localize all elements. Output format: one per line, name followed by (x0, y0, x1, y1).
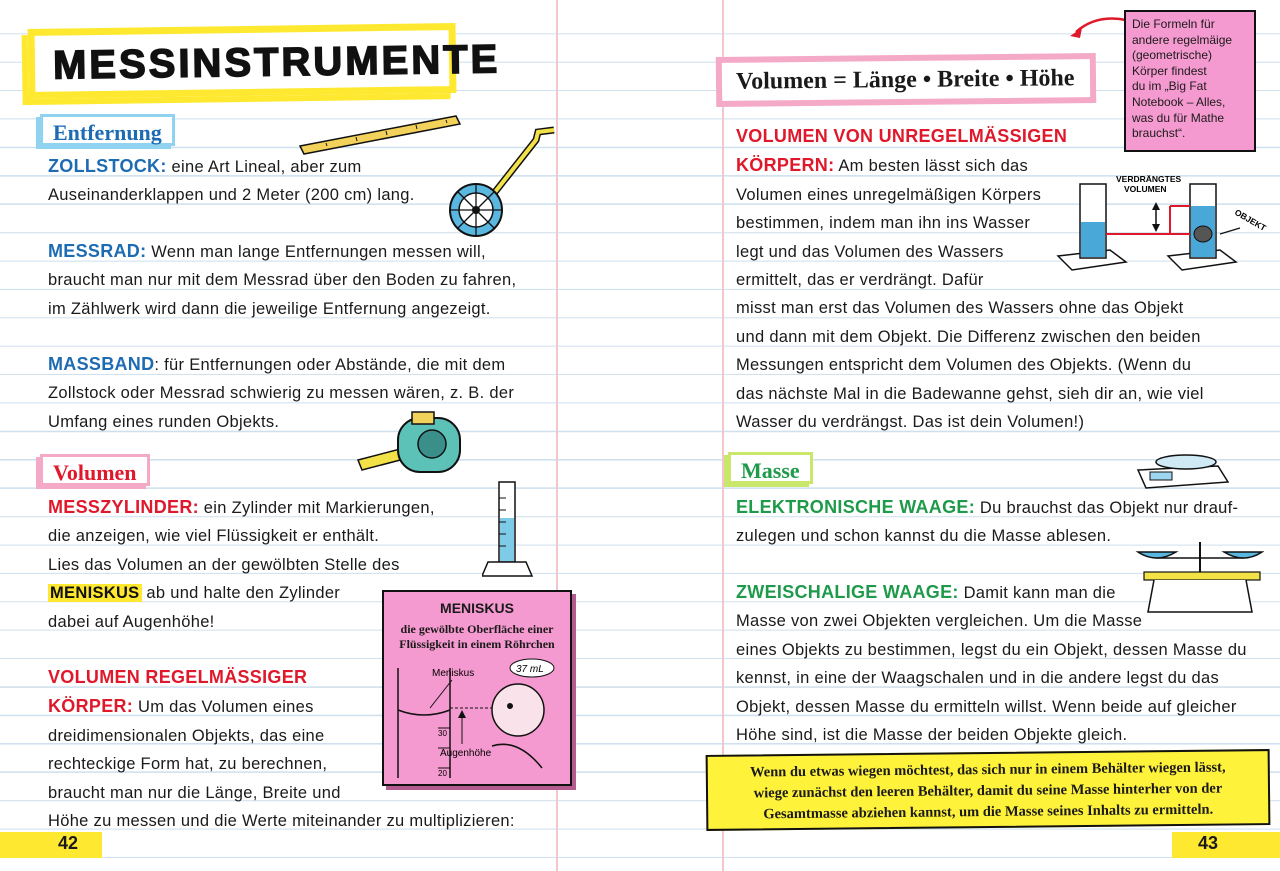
term-massband: MASSBAND (48, 354, 155, 374)
side-note-arrow (1066, 12, 1128, 42)
irregular-line-1: Am besten lässt sich das (834, 157, 1029, 176)
label-displaced-volume-2: VOLUMEN (1124, 184, 1167, 194)
section-label-mass: Masse (741, 458, 800, 483)
section-label-volume: Volumen (53, 460, 137, 485)
term-irregular-2: KÖRPERN: (736, 155, 835, 176)
two-pan-line-5: Objekt, dessen Masse du ermitteln willst. Wenn beide auf gleicher (736, 697, 1237, 716)
term-two-pan-scale: ZWEISCHALIGE WAAGE: (736, 582, 959, 602)
weighing-tip-line-1: Wenn du etwas wiegen möchtest, das sich nur in einem Behälter wiegen lässt, (749, 759, 1226, 781)
zollstock-line-2: Auseinanderklappen und 2 Meter (200 cm) lang. (48, 186, 415, 205)
term-electronic-scale: ELEKTRONISCHE WAAGE: (736, 497, 976, 517)
regular-volume-line-1: Um das Volumen eines (133, 698, 314, 717)
meniscus-tick-30: 30 (438, 729, 447, 738)
two-pan-line-3: eines Objekts zu bestimmen, legst du ein Objekt, dessen Masse du (736, 640, 1247, 659)
label-augenhoehe: Augenhöhe (440, 748, 492, 759)
messrad-paragraph (48, 237, 558, 323)
electronic-line-1: Du brauchst das Objekt nur drauf- (975, 499, 1239, 517)
two-pan-scale-paragraph (736, 578, 1256, 749)
tape-measure-illustration (356, 404, 468, 476)
side-note-line-3: (geometrische) (1132, 48, 1213, 63)
messzylinder-line-3: Lies das Volumen an der gewölbten Stelle des (48, 555, 400, 574)
right-page-edge (722, 0, 724, 871)
page-bar-left (0, 832, 102, 858)
section-tag-distance (40, 114, 175, 146)
page-title: MESSINSTRUMENTE (52, 37, 501, 88)
messzylinder-line-4: ab und halte den Zylinder (141, 584, 341, 603)
page-title-box (28, 23, 501, 99)
term-irregular-1: VOLUMEN VON UNREGELMÄSSIGEN (736, 126, 1068, 146)
messrad-line-3: im Zählwerk wird dann die jeweilige Entfernung angezeigt. (48, 299, 491, 318)
irregular-line-6: misst man erst das Volumen des Wassers ohne das Objekt (736, 299, 1184, 318)
side-note-line-8: brauchst“. (1132, 126, 1186, 141)
volume-formula: Volumen = Länge • Breite • Höhe (735, 65, 1075, 95)
meniskus-highlight: MENISKUS (50, 584, 140, 603)
two-pan-line-4: kennst, in eine der Waagschalen und in die andere legst du das (736, 669, 1220, 688)
two-pan-line-1: Damit kann man die (958, 584, 1116, 602)
massband-line-2: Zollstock oder Messrad schwierig zu messen wären, z. B. der (48, 384, 515, 403)
regular-volume-line-5: Höhe zu messen und die Werte miteinander zu multiplizieren: (48, 812, 515, 831)
two-pan-line-2: Masse von zwei Objekten vergleichen. Um die Masse (736, 612, 1143, 631)
section-label-distance: Entfernung (53, 120, 162, 145)
massband-paragraph (48, 350, 558, 436)
regular-volume-line-2: dreidimensionalen Objekts, das eine (48, 726, 325, 745)
massband-line-3: Umfang eines runden Objekts. (48, 412, 280, 431)
page-number-right: 43 (1198, 833, 1219, 853)
section-tag-mass (728, 452, 813, 484)
irregular-line-10: Wasser du verdrängst. Das ist dein Volumen!) (736, 413, 1085, 432)
messzylinder-line-1: ein Zylinder mit Markierungen, (198, 499, 435, 517)
meniscus-diagram (392, 658, 564, 782)
section-tag-volume (40, 454, 150, 486)
irregular-line-3: bestimmen, indem man ihn ins Wasser (736, 214, 1031, 233)
page-bar-right (1172, 832, 1280, 858)
measuring-wheel-illustration (444, 126, 564, 241)
weighing-tip-line-3: Gesamtmasse abziehen kannst, um die Masse seines Inhalts zu ermitteln. (763, 801, 1214, 823)
messrad-line-1: Wenn man lange Entfernungen messen will, (146, 243, 486, 261)
irregular-line-8: Messungen entspricht dem Volumen des Objekts. (Wenn du (736, 356, 1192, 375)
meniscus-box-title: MENISKUS (440, 600, 514, 616)
label-object: OBJEKT (1233, 207, 1268, 233)
term-messzylinder: MESSZYLINDER: (48, 497, 199, 517)
page-number-left: 42 (58, 833, 79, 853)
messzylinder-line-5: dabei auf Augenhöhe! (48, 612, 215, 631)
messrad-line-2: braucht man nur mit dem Messrad über den Boden zu fahren, (48, 271, 517, 290)
graduated-cylinder-illustration (482, 478, 536, 580)
weighing-tip-box (706, 749, 1271, 831)
term-regular-volume-2: KÖRPER: (48, 696, 134, 717)
meniscus-info-box (382, 590, 572, 786)
regular-volume-line-3: rechteckige Form hat, zu berechnen, (48, 755, 328, 774)
term-messrad: MESSRAD: (48, 241, 147, 261)
side-note-line-1: Die Formeln für (1132, 17, 1215, 31)
weighing-tip-line-2: wiege zunächst den leeren Behälter, damit du seine Masse hinterher von der (753, 780, 1223, 802)
thought-bubble-value: 37 mL (516, 664, 544, 675)
massband-line-1: : für Entfernungen oder Abstände, die mit dem (154, 356, 506, 374)
term-zollstock: ZOLLSTOCK: (48, 156, 167, 176)
irregular-line-5: ermittelt, das er verdrängt. Dafür (736, 271, 984, 290)
side-note-line-6: Notebook – Alles, (1132, 94, 1226, 109)
side-note-line-4: Körper findest (1132, 63, 1207, 78)
displacement-illustration (1050, 170, 1272, 282)
side-note-line-7: was du für Mathe (1132, 110, 1225, 125)
two-pan-line-6: Höhe sind, ist die Masse der beiden Objekte gleich. (736, 726, 1128, 745)
ruler-illustration (296, 110, 466, 158)
zollstock-paragraph (48, 152, 468, 210)
messzylinder-line-2: die anzeigen, wie viel Flüssigkeit er enthält. (48, 527, 380, 546)
side-note-line-5: du im „Big Fat (1132, 79, 1207, 94)
irregular-line-9: das nächste Mal in die Badewanne gehst, sieh dir an, wie viel (736, 384, 1204, 403)
meniscus-desc-line-1: die gewölbte Oberfläche einer (400, 622, 554, 636)
label-displaced-volume-1: VERDRÄNGTES (1116, 174, 1182, 184)
side-note-line-2: andere regelmäige (1132, 32, 1233, 47)
term-regular-volume-1: VOLUMEN REGELMÄSSIGER (48, 667, 308, 687)
label-meniskus: Meniskus (432, 668, 475, 679)
electronic-line-2: zulegen und schon kannst du die Masse ablesen. (736, 527, 1112, 546)
irregular-line-2: Volumen eines unregelmäßigen Körpers (736, 185, 1042, 204)
formula-box (716, 53, 1097, 107)
zollstock-line-1: eine Art Lineal, aber zum (166, 158, 362, 176)
electronic-scale-illustration (1132, 446, 1232, 490)
irregular-line-7: und dann mit dem Objekt. Die Differenz zwischen den beiden (736, 327, 1201, 346)
meniscus-desc-line-2: Flüssigkeit in einem Röhrchen (399, 637, 555, 651)
meniscus-tick-20: 20 (438, 769, 447, 778)
regular-volume-line-4: braucht man nur die Länge, Breite und (48, 783, 341, 802)
meniscus-box-description (384, 622, 570, 652)
irregular-line-4: legt und das Volumen des Wassers (736, 242, 1004, 261)
